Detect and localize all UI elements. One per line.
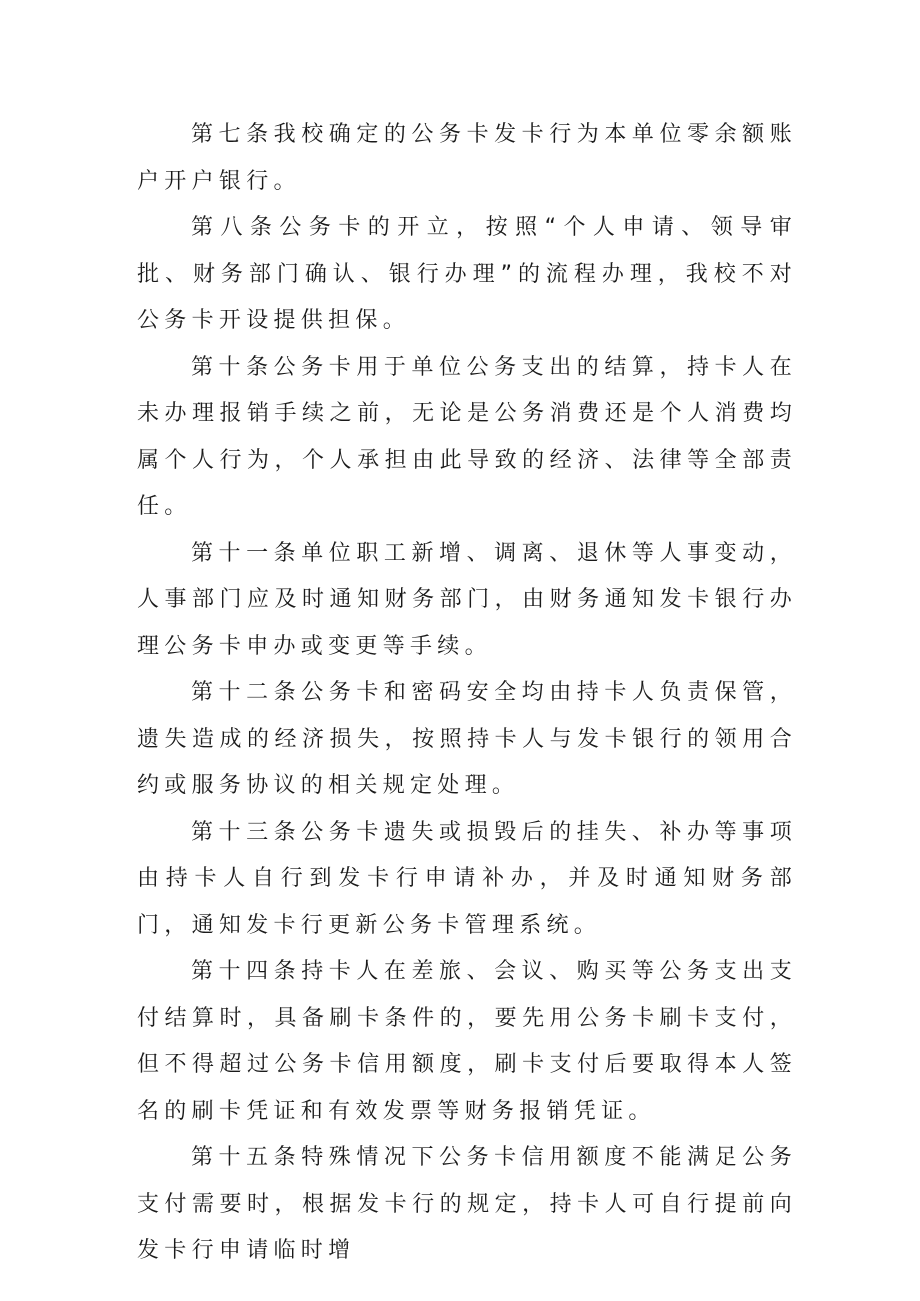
article-13-paragraph: 第十三条公务卡遗失或损毁后的挂失、补办等事项由持卡人自行到发卡行申请补办，并及时通知财务部门，通知发卡行更新公务卡管理系统。 bbox=[137, 819, 797, 938]
document-body bbox=[137, 112, 797, 1275]
article-10-paragraph: 第十条公务卡用于单位公务支出的结算，持卡人在未办理报销手续之前，无论是公务消费还是个人消费均属个人行为，个人承担由此导致的经济、法律等全部责任。 bbox=[137, 354, 797, 519]
article-11-paragraph: 第十一条单位职工新增、调离、退休等人事变动，人事部门应及时通知财务部门，由财务通知发卡银行办理公务卡申办或变更等手续。 bbox=[137, 540, 797, 659]
article-15-paragraph: 第十五条特殊情况下公务卡信用额度不能满足公务支付需要时，根据发卡行的规定，持卡人可自行提前向发卡行申请临时增 bbox=[137, 1145, 797, 1263]
article-12-paragraph: 第十二条公务卡和密码安全均由持卡人负责保管，遗失造成的经济损失，按照持卡人与发卡银行的领用合约或服务协议的相关规定处理。 bbox=[137, 680, 797, 798]
article-14-paragraph: 第十四条持卡人在差旅、会议、购买等公务支出支付结算时，具备刷卡条件的，要先用公务卡刷卡支付，但不得超过公务卡信用额度，刷卡支付后要取得本人签名的刷卡凭证和有效发票等财务报销凭证。 bbox=[137, 959, 797, 1124]
article-8-paragraph: 第八条公务卡的开立，按照“个人申请、领导审批、财务部门确认、银行办理”的流程办理，我校不对公务卡开设提供担保。 bbox=[137, 215, 797, 333]
article-7-paragraph: 第七条我校确定的公务卡发卡行为本单位零余额账户开户银行。 bbox=[137, 122, 797, 194]
